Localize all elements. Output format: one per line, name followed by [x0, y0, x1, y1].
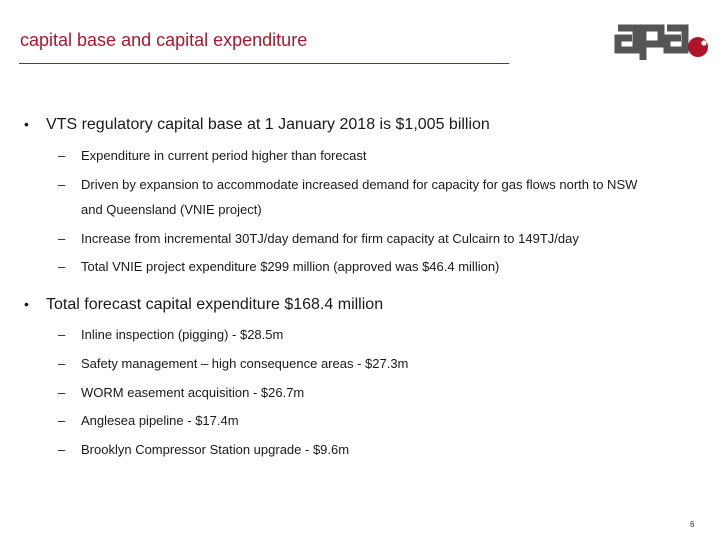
apa-logo-icon: [612, 16, 712, 64]
sub-bullet-marker: –: [58, 231, 66, 246]
bullet-text: VTS regulatory capital base at 1 January 2018 is $1,005 billion: [46, 116, 490, 133]
sub-bullet-text: Increase from incremental 30TJ/day demand for firm capacity at Culcairn to 149TJ/day: [81, 231, 579, 246]
sub-bullet-marker: –: [58, 356, 66, 371]
sub-bullet-text: WORM easement acquisition - $26.7m: [81, 385, 305, 400]
sub-bullet-marker: –: [58, 259, 66, 274]
sub-bullet-text: Driven by expansion to accommodate increased demand for capacity for gas flows north to NSW: [81, 177, 638, 192]
sub-bullet-text: Anglesea pipeline - $17.4m: [81, 413, 239, 428]
sub-bullet-marker: –: [58, 327, 66, 342]
sub-bullet-marker: –: [58, 148, 66, 163]
sub-bullet-text: Safety management – high consequence areas - $27.3m: [81, 356, 409, 371]
bullet-marker: •: [24, 296, 29, 312]
sub-bullet-text: Expenditure in current period higher than forecast: [81, 148, 367, 163]
sub-bullet-marker: –: [58, 442, 66, 457]
sub-bullet-marker: –: [58, 385, 66, 400]
sub-bullet-text: Brooklyn Compressor Station upgrade - $9.6m: [81, 442, 350, 457]
sub-bullet-marker: –: [58, 413, 66, 428]
sub-bullet-text: Total VNIE project expenditure $299 million (approved was $46.4 million): [81, 259, 500, 274]
bullet-marker: •: [24, 116, 29, 132]
title-divider: [19, 63, 509, 64]
sub-bullet-text-continued: and Queensland (VNIE project): [81, 202, 262, 217]
sub-bullet-marker: –: [58, 177, 66, 192]
page-number: 6: [690, 520, 695, 529]
bullet-text: Total forecast capital expenditure $168.4 million: [46, 296, 384, 313]
sub-bullet-text: Inline inspection (pigging) - $28.5m: [81, 327, 284, 342]
slide-title: capital base and capital expenditure: [20, 30, 308, 50]
